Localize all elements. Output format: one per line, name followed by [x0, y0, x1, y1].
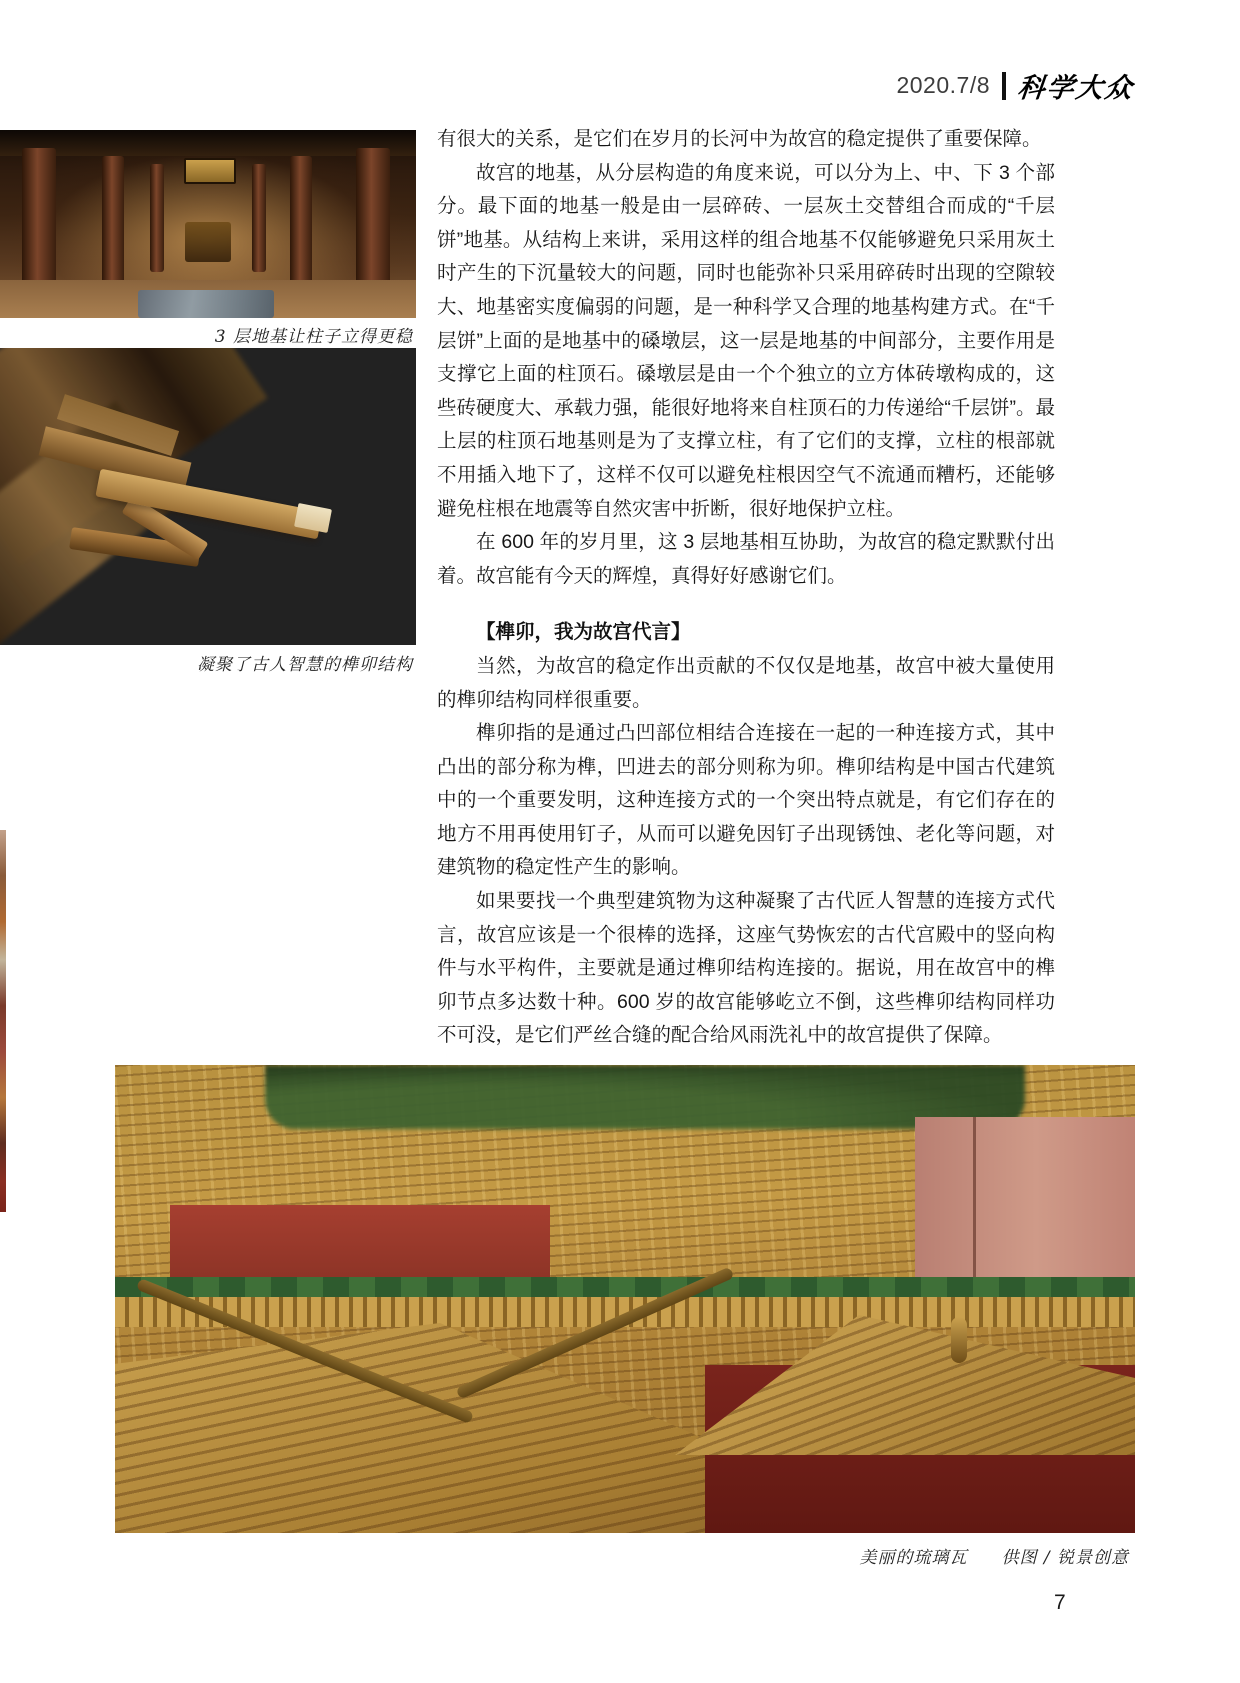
red-wall-band [170, 1205, 550, 1283]
article-paragraph: 在 600 年的岁月里，这 3 层地基相互协助，为故宫的稳定默默付出着。故宫能有今天的辉煌，真得好好感谢它们。 [437, 531, 1055, 587]
issue-date: 2020.7/8 [896, 72, 990, 98]
article-paragraph: 故宫的地基，从分层构造的角度来说，可以分为上、中、下 3 个部分。最下面的地基一般是由一层碎砖、一层灰土交替组合而成的“千层饼”地基。从结构上来讲，采用这样的组合地基不仅能够避免只采用灰土时产生的下沉量较大的问题，同时也能弥补只采用碎砖时出现的空隙较大、地基密实度偏弱的问题，是一种科学又合理的地基构建方式。在“千层饼”上面的是地基中的磉墩层，这一层是地基的中间部分，主要作用是支撑它上面的柱顶石。磉墩层是由一个个独立的立方体砖墩构成的，这些砖硬度大、承载力强，能很好地将来自柱顶石的力传递给“千层饼”。最上层的柱顶石地基则是为了支撑立柱，有了它们的支撑，立柱的根部就不用插入地下了，这样不仅可以避免柱根因空气不流通而糟朽，还能够避免柱根在地震等自然灾害中折断，很好地保护立柱。 [437, 161, 1055, 520]
pink-wall [915, 1117, 1135, 1287]
trees-band [265, 1065, 1025, 1129]
photo3-caption [115, 1543, 1135, 1568]
hall-carpet [138, 290, 274, 318]
hall-column [150, 164, 164, 272]
article-paragraph: 当然，为故宫的稳定作出贡献的不仅仅是地基，故宫中被大量使用的榫卯结构同样很重要。 [437, 654, 1055, 711]
hall-column [22, 148, 56, 300]
hall-ceiling [0, 130, 416, 156]
photo-palace-hall [0, 130, 416, 318]
page-header [896, 66, 1134, 105]
roof-finial [951, 1317, 967, 1363]
photo1-caption: 3 层地基让柱子立得更稳 [214, 327, 413, 347]
hall-throne [185, 222, 231, 262]
article-paragraph: 有很大的关系，是它们在岁月的长河中为故宫的稳定提供了重要保障。 [437, 128, 1042, 150]
photo3-caption-text: 美丽的琉璃瓦 [859, 1548, 968, 1568]
hall-column [102, 156, 124, 284]
photo-mortise-tenon [0, 348, 416, 645]
photo3-credit: 供图 / 锐景创意 [1001, 1548, 1129, 1568]
article-paragraph: 榫卯指的是通过凸凹部位相结合连接在一起的一种连接方式，其中凸出的部分称为榫，凹进去的部分则称为卯。榫卯结构是中国古代建筑中的一个重要发明，这种连接方式的一个突出特点就是，有它们存在的地方不用再使用钉子，从而可以避免因钉子出现锈蚀、老化等问题，对建筑物的稳定性产生的影响。 [437, 722, 1055, 879]
page-number: 7 [1054, 1591, 1066, 1614]
photo-glazed-roofs [115, 1065, 1135, 1533]
hall-column [356, 148, 390, 300]
photo2-caption: 凝聚了古人智慧的榫卯结构 [197, 655, 413, 675]
wall-seam [973, 1117, 976, 1287]
magazine-logo: 科学大众 [1016, 73, 1136, 104]
article-paragraph: 如果要找一个典型建筑物为这种凝聚了古代匠人智慧的连接方式代言，故宫应该是一个很棒的选择，这座气势恢宏的古代宫殿中的竖向构件与水平构件，主要就是通过榫卯结构连接的。据说，用在故宫中的榫卯节点多达数十种。600 岁的故宫能够屹立不倒，这些榫卯结构同样功不可没，是它们严丝合缝的配合给风雨洗礼中的故宫提供了保障。 [437, 890, 1055, 1047]
left-bleed-image-strip [0, 830, 6, 1212]
hall-column [290, 156, 312, 284]
hall-plaque [184, 158, 236, 184]
header-divider [1002, 72, 1006, 100]
green-glazed-ridge [115, 1277, 1135, 1297]
section-heading: 【榫卯，我为故宫代言】 [476, 621, 691, 644]
hall-column [252, 164, 266, 272]
article-body [437, 123, 1055, 1177]
